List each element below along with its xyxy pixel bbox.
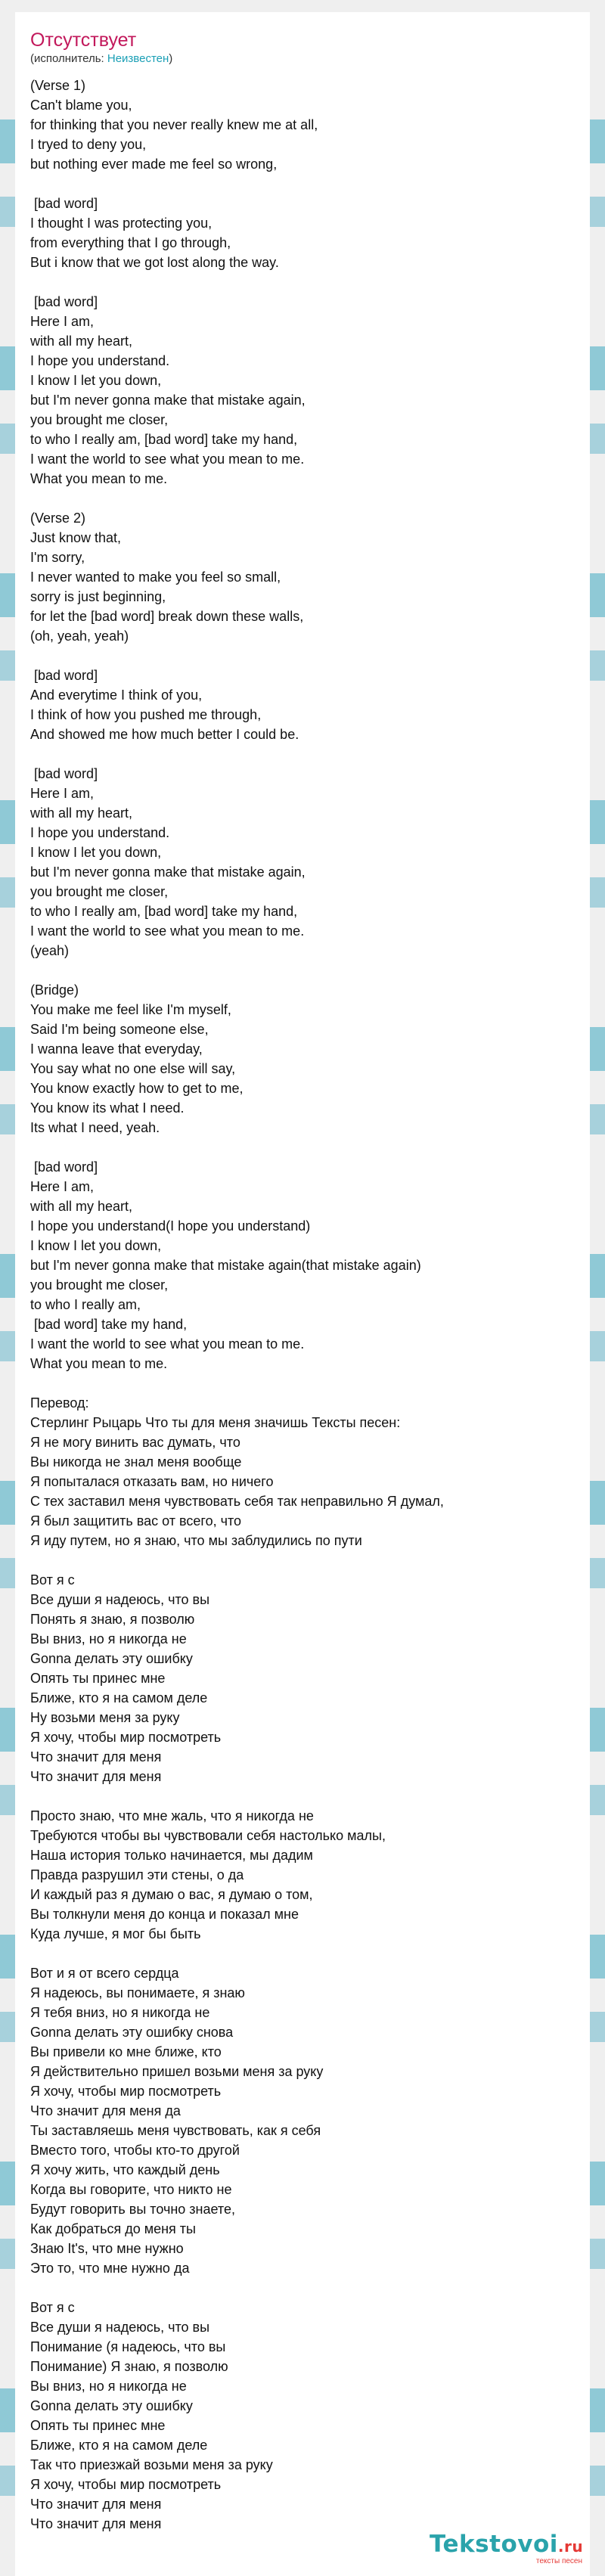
logo-tld: .ru — [557, 2537, 584, 2556]
lyrics-text: (Verse 1) Can't blame you, for thinking that you never really knew me at all, I tryed to deny you, but nothing ever made me feel so wrong, [bad word] I thought I was protecting you, from everything that I go through, But i know that we got lost along the way. [bad word] Here I am, with all my heart, I hope you understand. I know I let you down, but I'm never gonna make that mistake again, you brought me closer, to who I really am, [bad word] take my hand, I want the world to see what you mean to me. What you mean to me. (Verse 2) Just know that, I'm sorry, I never wanted to make you feel so small, sorry is just beginning, for let the [bad word] break down these walls, (oh, yeah, yeah) [bad word] And everytime I think of you, I think of how you pushed me through, And showed me how much better I could be. [bad word] Here I am, with all my heart, I hope you understand. I know I let you down, but I'm never gonna make that mistake again, you brought me closer, to who I really am, [bad word] take my hand, I want the world to see what you mean to me. (yeah) (Bridge) You make me feel like I'm myself, Said I'm being someone else, I wanna leave that everyday, You say what no one else will say, You know exactly how to get to me, You know its what I need. Its what I need, yeah. [bad word] Here I am, with all my heart, I hope you understand(I hope you understand) I know I let you down, but I'm never gonna make that mistake again(that mistake again) you brought me closer, to who I really am, [bad word] take my hand, I want the world to see what you mean to me. What you mean to me. Перевод: Стерлинг Рыцарь Что ты для меня значишь Тексты песен: Я не могу винить вас думать, что Вы никогда не знал меня вообще Я попыталася отказать вам, но ничего С тех заставил меня чувствовать себя так неправильно Я думал, Я был защитить вас от всего, что Я иду путем, но я знаю, что мы заблудились по пути Вот я с Все души я надеюсь, что вы Понять я знаю, я позволю Вы вниз, но я никогда не Gonna делать эту ошибку Опять ты принес мне Ближе, кто я на самом деле Ну возьми меня за руку Я хочу, чтобы мир посмотреть Что значит для меня Что значит для меня Просто знаю, что мне жаль, что я никогда не Требуются чтобы вы чувствовали себя настолько малы, Наша история только начинается, мы дадим Правда разрушил эти стены, о да И каждый раз я думаю о вас, я думаю о том, Вы толкнули меня до конца и показал мне Куда лучше, я мог бы быть Вот и я от всего сердца Я надеюсь, вы понимаете, я знаю Я тебя вниз, но я никогда не Gonna делать эту ошибку снова Вы привели ко мне ближе, кто Я действительно пришел возьми меня за руку Я хочу, чтобы мир посмотреть Что значит для меня да Ты заставляешь меня чувствовать, как я себя Вместо того, чтобы кто-то другой Я хочу жить, что каждый день Когда вы говорите, что никто не Будут говорить вы точно знаете, Как добраться до меня ты Знаю It's, что мне нужно Это то, что мне нужно да Вот я с Все души я надеюсь, что вы Понимание (я надеюсь, что вы Понимание) Я знаю, я позволю Вы вниз, но я никогда не Gonna делать эту ошибку Опять ты принес мне Ближе, кто я на самом деле Так что приезжай возьми меня за руку Я хочу, чтобы мир посмотреть Что значит для меня Что значит для меня — [30, 78, 444, 2531]
artist-suffix: ) — [169, 52, 173, 65]
artist-prefix: (исполнитель: — [30, 52, 107, 65]
lyrics-card — [15, 12, 590, 2576]
logo-tagline: тексты песен — [535, 2557, 582, 2565]
logo-wordmark — [430, 2531, 596, 2560]
song-title: Отсутствует — [30, 29, 137, 51]
artist-line — [30, 51, 575, 67]
site-logo[interactable] — [430, 2531, 596, 2571]
artist-link[interactable]: Неизвестен — [107, 52, 169, 65]
logo-name: Tekstovoi — [430, 2531, 558, 2558]
